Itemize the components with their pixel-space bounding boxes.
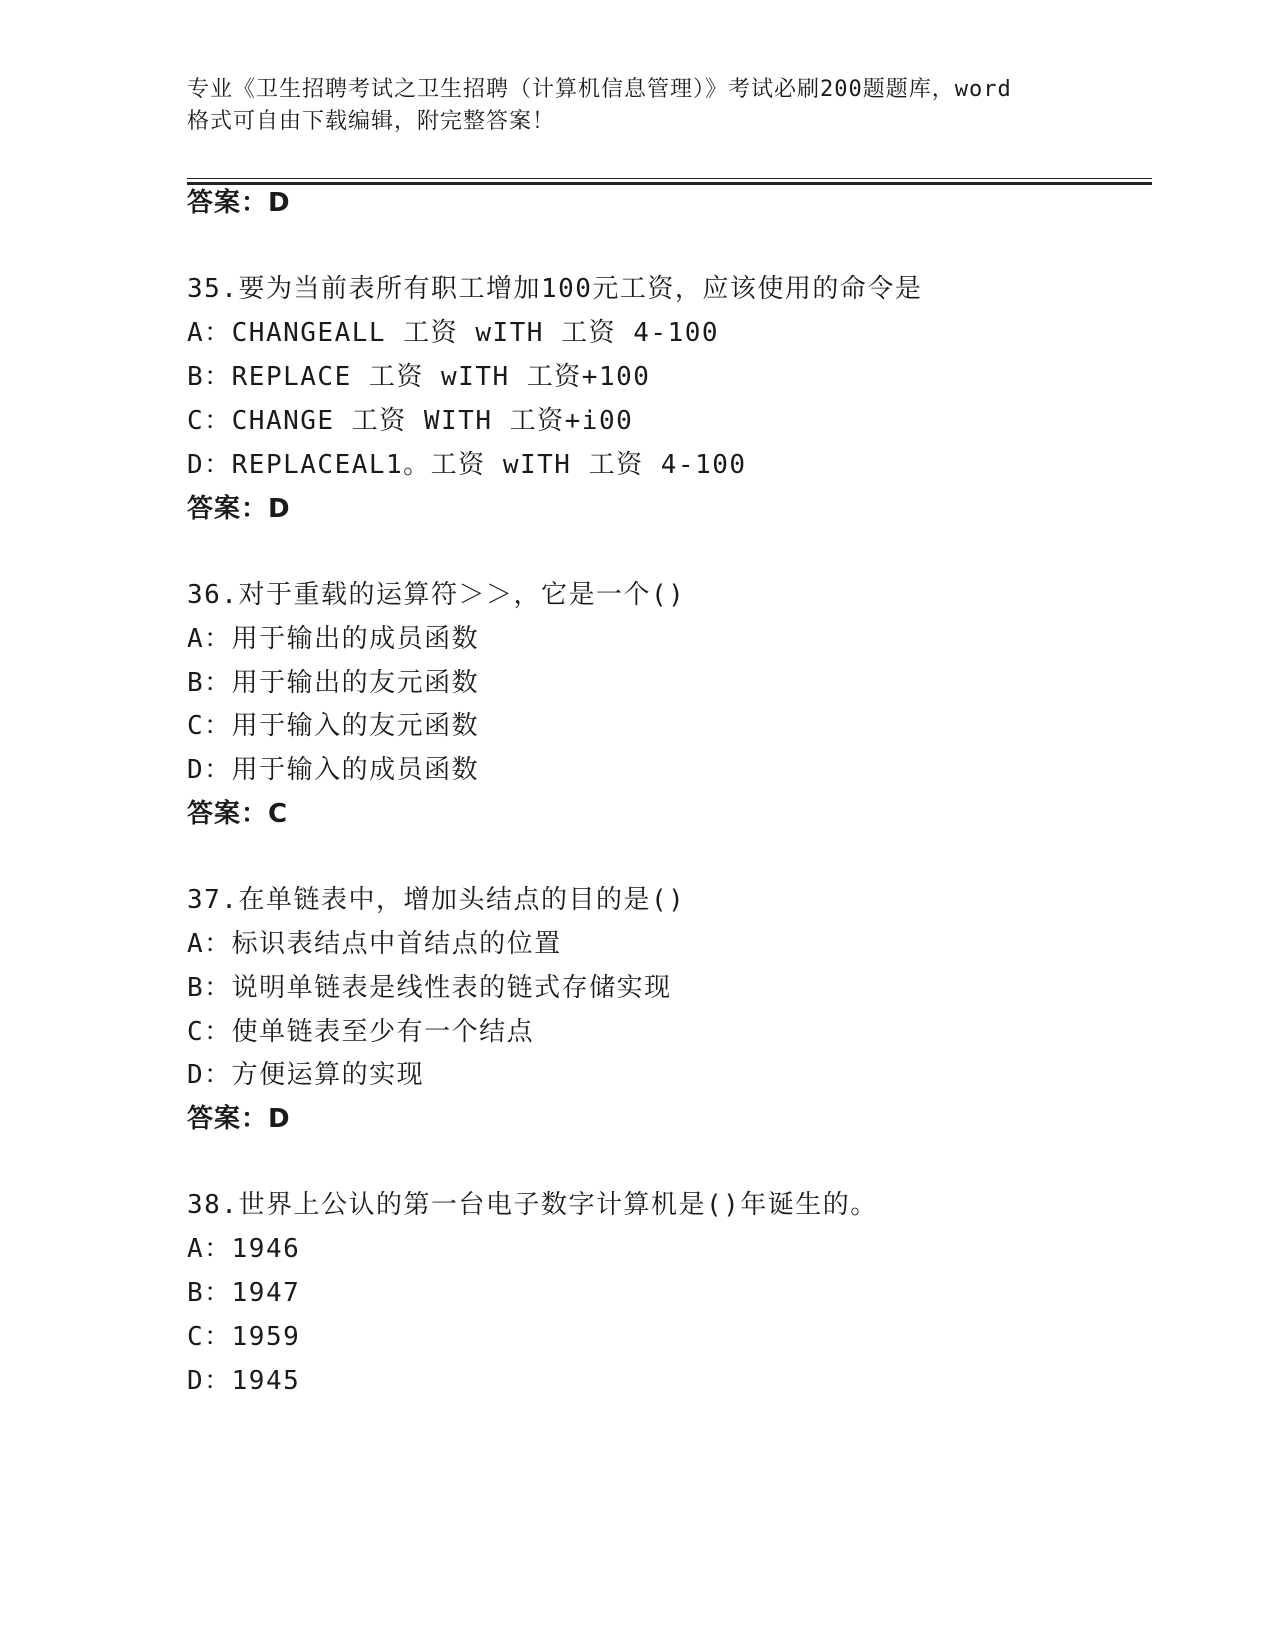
question-36-option-c: C：用于输入的友元函数 [187,711,480,741]
question-stem-37: 37.在单链表中，增加头结点的目的是() [187,885,686,915]
document-page [187,0,1152,1650]
question-38-option-a: A：1946 [187,1234,301,1264]
question-36-answer: 答案：C [187,799,289,829]
previous-answer: 答案：D [187,188,291,218]
question-37-option-c: C：使单链表至少有一个结点 [187,1017,535,1047]
question-38-option-d: D：1945 [187,1366,301,1396]
question-35-option-a: A：CHANGEALL 工资 wITH 工资 4-100 [187,318,720,348]
question-37-option-a: A：标识表结点中首结点的位置 [187,929,562,959]
question-35-option-d: D：REPLACEAL1。工资 wITH 工资 4-100 [187,450,747,480]
question-36-option-b: B：用于输出的友元函数 [187,668,480,698]
question-38-option-b: B：1947 [187,1278,301,1308]
question-stem-38: 38.世界上公认的第一台电子数字计算机是()年诞生的。 [187,1190,878,1220]
question-stem-36: 36.对于重载的运算符＞＞，它是一个() [187,580,686,610]
header-title-line-2: 格式可自由下载编辑，附完整答案！ [187,109,556,134]
document-header [187,74,1087,138]
question-35-option-c: C：CHANGE 工资 WITH 工资+i00 [187,406,634,436]
header-divider-thin [187,178,1152,179]
header-divider-thick [187,182,1152,185]
question-36-option-d: D：用于输入的成员函数 [187,755,480,785]
question-stem-35: 35.要为当前表所有职工增加100元工资，应该使用的命令是 [187,274,923,304]
question-35-answer: 答案：D [187,494,291,524]
question-35-option-b: B：REPLACE 工资 wITH 工资+100 [187,362,651,392]
question-37-option-d: D：方便运算的实现 [187,1060,425,1090]
header-title-line-1: 专业《卫生招聘考试之卫生招聘（计算机信息管理）》考试必刷200题题库，word [187,77,1012,102]
question-38-option-c: C：1959 [187,1322,301,1352]
question-37-answer: 答案：D [187,1104,291,1134]
question-37-option-b: B：说明单链表是线性表的链式存储实现 [187,973,672,1003]
question-36-option-a: A：用于输出的成员函数 [187,624,480,654]
